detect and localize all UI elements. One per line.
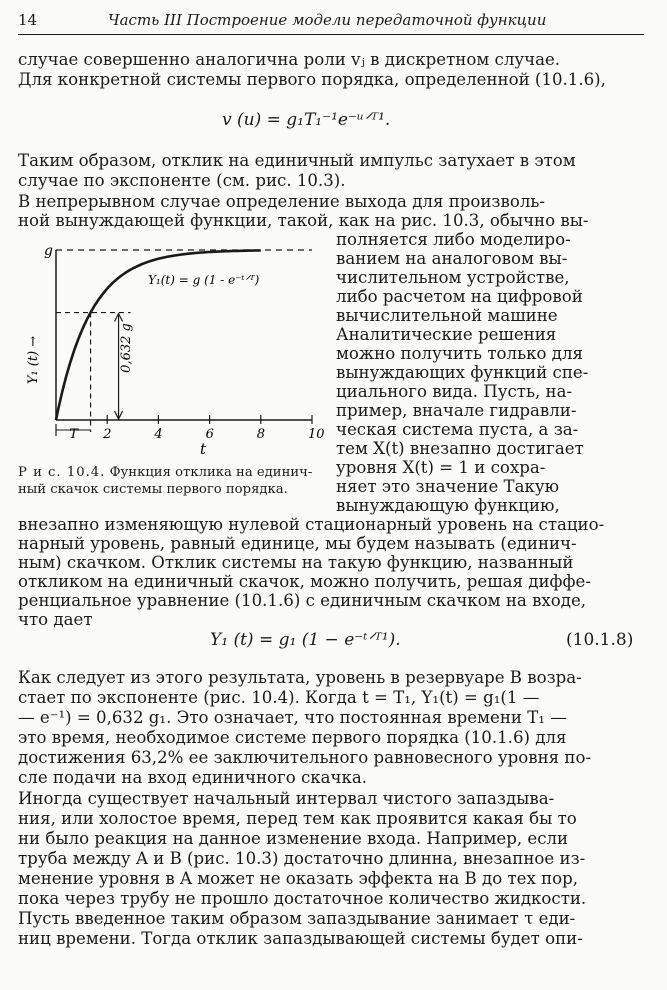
text-line: сле подачи на вход единичного скачка. (18, 768, 368, 787)
text-line: ниц времени. Тогда отклик запаздывающей системы будет опи- (18, 929, 583, 948)
equation-step-response: Y₁ (t) = g₁ (1 − e⁻ᵗᐟᵀ¹). (210, 630, 401, 650)
text-line: либо расчетом на цифровой (336, 287, 583, 306)
caption-text: ный скачок системы первого порядка. (18, 482, 288, 497)
caption-text: Функция отклика на единич- (109, 465, 313, 480)
text-line: тем X(t) внезапно достигает (336, 439, 584, 458)
text-line: Пусть введенное таким образом запаздывание занимает τ еди- (18, 909, 576, 928)
text-line: — e⁻¹) = 0,632 g₁. Это означает, что постоянная времени T₁ — (18, 708, 567, 727)
text-line: достижения 63,2% ее заключительного равновесного уровня по- (18, 748, 592, 767)
text-line: труба между A и B (рис. 10.3) достаточно длинна, внезапное из- (18, 849, 586, 868)
text-line: случае по экспоненте (см. рис. 10.3). (18, 171, 346, 190)
text-line: стает по экспоненте (рис. 10.4). Когда t = T₁, Y₁(t) = g₁(1 — (18, 688, 540, 707)
x-tick-label: 4 (154, 427, 163, 442)
text-line: можно получить только для (336, 344, 583, 363)
text-line: вынуждающих функций спе- (336, 363, 589, 382)
text-line: пока через трубу не прошло достаточное количество жидкости. (18, 889, 587, 908)
page-number: 14 (18, 11, 38, 29)
y-tick-label-g: g (44, 243, 53, 259)
caption-label: Р и с. 10.4. (18, 465, 106, 480)
y-axis-label: Y₁ (t) → (26, 335, 41, 385)
text-line: ческая система пуста, а за- (336, 420, 579, 439)
text-line: няет это значение Такую (336, 477, 560, 496)
text-line: менение уровня в A может не оказать эффекта на B до тех пор, (18, 869, 579, 888)
x-tick-label: 10 (308, 427, 325, 442)
x-axis-label: t (200, 440, 207, 458)
text-line: вынуждающую функцию, (336, 496, 560, 515)
text-line: пример, вначале гидравли- (336, 401, 577, 420)
equation-impulse-response: v (u) = g₁T₁⁻¹e⁻ᵘᐟᵀ¹. (222, 110, 391, 130)
text-line: Иногда существует начальный интервал чистого запаздыва- (18, 789, 555, 808)
text-line: откликом на единичный скачок, можно получить, решая диффе- (18, 572, 591, 591)
x-tick-label: 8 (256, 427, 266, 442)
text-line: циального вида. Пусть, на- (336, 382, 573, 401)
text-line: ния, или холостое время, перед тем как проявится какая бы то (18, 809, 577, 828)
text-line: что дает (18, 610, 93, 629)
text-line: вычислительной машине (336, 306, 558, 325)
text-line: ным) скачком. Отклик системы на такую функцию, названный (18, 553, 574, 572)
text-line: нарный уровень, равный единице, мы будем называть (единич- (18, 534, 577, 553)
text-line: ной вынуждающей функции, такой, как на рис. 10.3, обычно вы- (18, 211, 589, 230)
text-line: Как следует из этого результата, уровень в резервуаре B возра- (18, 668, 582, 687)
annotation-0632g: 0,632 g (119, 323, 134, 373)
running-title: Часть III Построение модели передаточной функции (108, 11, 547, 29)
curve-label: Y₁(t) = g (1 - e⁻ᵗᐟᵀ) (148, 273, 260, 287)
step-response-figure (14, 236, 332, 458)
text-line: ренциальное уравнение (10.1.6) с единичным скачком на входе, (18, 591, 587, 610)
x-tick-label: T (69, 427, 78, 442)
x-tick-label: 6 (205, 427, 214, 442)
figure-caption (18, 465, 312, 481)
text-line: это время, необходимое системе первого порядка (10.1.6) для (18, 728, 567, 747)
text-line: Для конкретной системы первого порядка, определенной (10.1.6), (18, 70, 606, 89)
running-header (18, 8, 644, 35)
text-line: уровня X(t) = 1 и сохра- (336, 458, 546, 477)
text-line: Таким образом, отклик на единичный импульс затухает в этом (18, 151, 576, 170)
text-line: Аналитические решения (336, 325, 557, 344)
text-line: ни было реакция на данное изменение входа. Например, если (18, 829, 569, 848)
x-tick-label: 2 (103, 427, 112, 442)
text-line: случае совершенно аналогична роли vⱼ в дискретном случае. (18, 50, 561, 69)
text-line: ванием на аналоговом вы- (336, 249, 568, 268)
text-line: числительном устройстве, (336, 268, 570, 287)
text-line: внезапно изменяющую нулевой стационарный уровень на стацио- (18, 515, 605, 534)
text-line: полняется либо моделиро- (336, 230, 571, 249)
equation-number: (10.1.8) (566, 630, 634, 650)
text-line: В непрерывном случае определение выхода для произволь- (18, 192, 545, 211)
